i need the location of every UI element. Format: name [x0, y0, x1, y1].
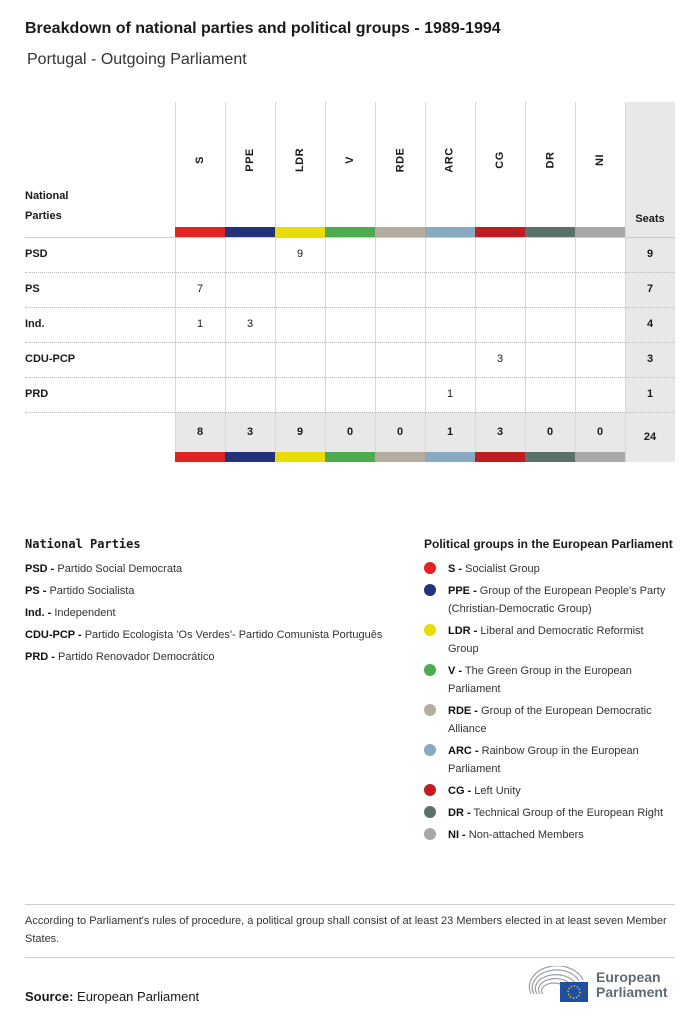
party-code: PSD -	[25, 563, 55, 575]
group-color-dot	[424, 806, 436, 818]
group-name: Non-attached Members	[465, 829, 584, 841]
group-code: V -	[448, 665, 463, 677]
group-total: 0	[346, 426, 354, 438]
row-header: National Parties	[25, 190, 69, 222]
group-code: ARC -	[448, 745, 479, 757]
group-code: RDE -	[448, 705, 478, 717]
party-total-seats: 3	[646, 353, 654, 365]
group-color-bar	[475, 452, 525, 462]
source-value: European Parliament	[77, 989, 200, 1004]
party-total-seats: 9	[646, 248, 654, 260]
group-code: S	[194, 156, 206, 164]
group-color-dot	[424, 828, 436, 840]
page-title: Breakdown of national parties and political groups - 1989-1994	[25, 20, 501, 37]
seat-count: 9	[296, 248, 304, 260]
group-color-bar	[225, 452, 275, 462]
seat-count: 7	[196, 283, 204, 295]
row-divider	[25, 342, 675, 343]
party-code: PRD -	[25, 651, 55, 663]
party-code: Ind. -	[25, 607, 52, 619]
group-total: 3	[496, 426, 504, 438]
group-color-dot	[424, 562, 436, 574]
group-header-v	[325, 140, 375, 180]
group-color-dot	[424, 584, 436, 596]
group-code: RDE	[393, 147, 406, 173]
seats-table	[0, 0, 700, 470]
divider	[25, 957, 675, 958]
group-name: Left Unity	[471, 785, 521, 797]
group-header-ppe	[225, 140, 275, 180]
party-code: PS -	[25, 585, 47, 597]
group-code: PPE -	[448, 585, 477, 597]
group-name: Rainbow Group in the European Parliament	[448, 745, 639, 775]
source-line	[25, 989, 199, 1004]
group-color-bar	[175, 452, 225, 462]
group-color-bar	[575, 227, 625, 237]
party-legend-item	[25, 626, 405, 644]
group-color-bar	[575, 452, 625, 462]
party-label-cdupcp: CDU-PCP	[25, 353, 76, 365]
political-groups-heading: Political groups in the European Parliament	[424, 537, 673, 551]
seat-count: 1	[196, 318, 204, 330]
group-color-bar	[425, 452, 475, 462]
row-divider	[25, 237, 675, 238]
group-color-bar	[375, 452, 425, 462]
group-code: DR -	[448, 807, 471, 819]
group-color-dot	[424, 624, 436, 636]
group-color-dot	[424, 704, 436, 716]
logo-text: European Parliament	[596, 969, 668, 1000]
divider	[25, 904, 675, 905]
group-code: PPE	[243, 148, 256, 172]
group-color-bar	[175, 227, 225, 237]
group-legend-item	[424, 804, 676, 822]
group-total: 9	[296, 426, 304, 438]
source-label: Source:	[25, 989, 74, 1004]
party-legend-item	[25, 604, 405, 622]
group-color-dot	[424, 744, 436, 756]
group-total: 1	[446, 426, 454, 438]
group-name: Group of the European Democratic Alliance	[448, 705, 652, 735]
page-subtitle: Portugal - Outgoing Parliament	[27, 51, 247, 68]
group-code: NI -	[448, 829, 466, 841]
group-color-bar	[225, 227, 275, 237]
national-parties-heading: National Parties	[25, 537, 141, 551]
party-total-seats: 4	[646, 318, 654, 330]
row-divider	[25, 377, 675, 378]
party-label-ind: Ind.	[25, 318, 45, 330]
party-total-seats: 1	[646, 388, 654, 400]
seat-count: 3	[496, 353, 504, 365]
group-total: 0	[396, 426, 404, 438]
party-legend-item	[25, 648, 405, 666]
group-code: CG -	[448, 785, 472, 797]
party-label-ps: PS	[25, 283, 40, 295]
party-label-prd: PRD	[25, 388, 49, 400]
group-header-s	[175, 140, 225, 180]
group-color-dot	[424, 664, 436, 676]
seat-count: 1	[446, 388, 454, 400]
group-total: 0	[596, 426, 604, 438]
group-color-bar	[525, 227, 575, 237]
grand-total-seats: 24	[643, 431, 657, 443]
group-code: LDR -	[448, 625, 478, 637]
group-legend-item	[424, 702, 676, 738]
group-code: CG	[494, 151, 506, 169]
group-color-bar	[425, 227, 475, 237]
group-code: LDR	[293, 147, 306, 173]
group-code: S -	[448, 563, 463, 575]
group-color-bar	[325, 452, 375, 462]
row-divider	[25, 307, 675, 308]
hemicycle-icon	[527, 966, 589, 1004]
party-code: CDU-PCP -	[25, 629, 82, 641]
group-legend-item	[424, 826, 676, 844]
group-total: 3	[246, 426, 254, 438]
group-legend-item	[424, 782, 676, 800]
group-header-ldr	[275, 140, 325, 180]
group-color-dot	[424, 784, 436, 796]
group-header-rde	[375, 140, 425, 180]
party-legend-item	[25, 560, 405, 578]
group-name: Group of the European People's Party (Christian-Democratic Group)	[448, 585, 666, 615]
group-legend-item	[424, 742, 676, 778]
row-divider	[25, 272, 675, 273]
group-color-bar	[475, 227, 525, 237]
footnote: According to Parliament's rules of procedure, a political group shall consist of at least 23 Members elected in at least seven Member States.	[25, 915, 667, 945]
group-color-bar	[275, 227, 325, 237]
group-color-bar	[525, 452, 575, 462]
party-legend-item	[25, 582, 405, 600]
party-name: Partido Social Democrata	[54, 563, 183, 575]
group-header-cg	[475, 140, 525, 180]
group-code: NI	[594, 154, 606, 166]
group-code: V	[344, 156, 356, 164]
national-parties-legend	[25, 537, 405, 670]
group-header-dr	[525, 140, 575, 180]
group-legend-item	[424, 560, 676, 578]
group-color-bar	[325, 227, 375, 237]
party-name: Independent	[51, 607, 116, 619]
group-name: Technical Group of the European Right	[470, 807, 664, 819]
group-legend-item	[424, 622, 676, 658]
group-color-bar	[375, 227, 425, 237]
group-total: 0	[546, 426, 554, 438]
party-label-psd: PSD	[25, 248, 48, 260]
group-legend-item	[424, 662, 676, 698]
group-name: Socialist Group	[462, 563, 540, 575]
group-header-ni	[575, 140, 625, 180]
row-divider	[25, 412, 675, 413]
group-code: ARC	[444, 147, 456, 173]
seats-header: Seats	[635, 213, 665, 225]
group-total: 8	[196, 426, 204, 438]
group-name: Liberal and Democratic Reformist Group	[448, 625, 644, 655]
party-name: Partido Ecologista 'Os Verdes'- Partido Comunista Português	[81, 629, 383, 641]
group-legend-item	[424, 582, 676, 618]
group-code: DR	[543, 151, 556, 169]
party-name: Partido Renovador Democrático	[54, 651, 215, 663]
european-parliament-logo	[527, 966, 677, 1006]
political-groups-legend	[424, 537, 684, 848]
party-total-seats: 7	[646, 283, 654, 295]
group-color-bar	[275, 452, 325, 462]
group-header-arc	[425, 140, 475, 180]
party-name: Partido Socialista	[46, 585, 135, 597]
group-name: The Green Group in the European Parliament	[448, 665, 632, 695]
seat-count: 3	[246, 318, 254, 330]
